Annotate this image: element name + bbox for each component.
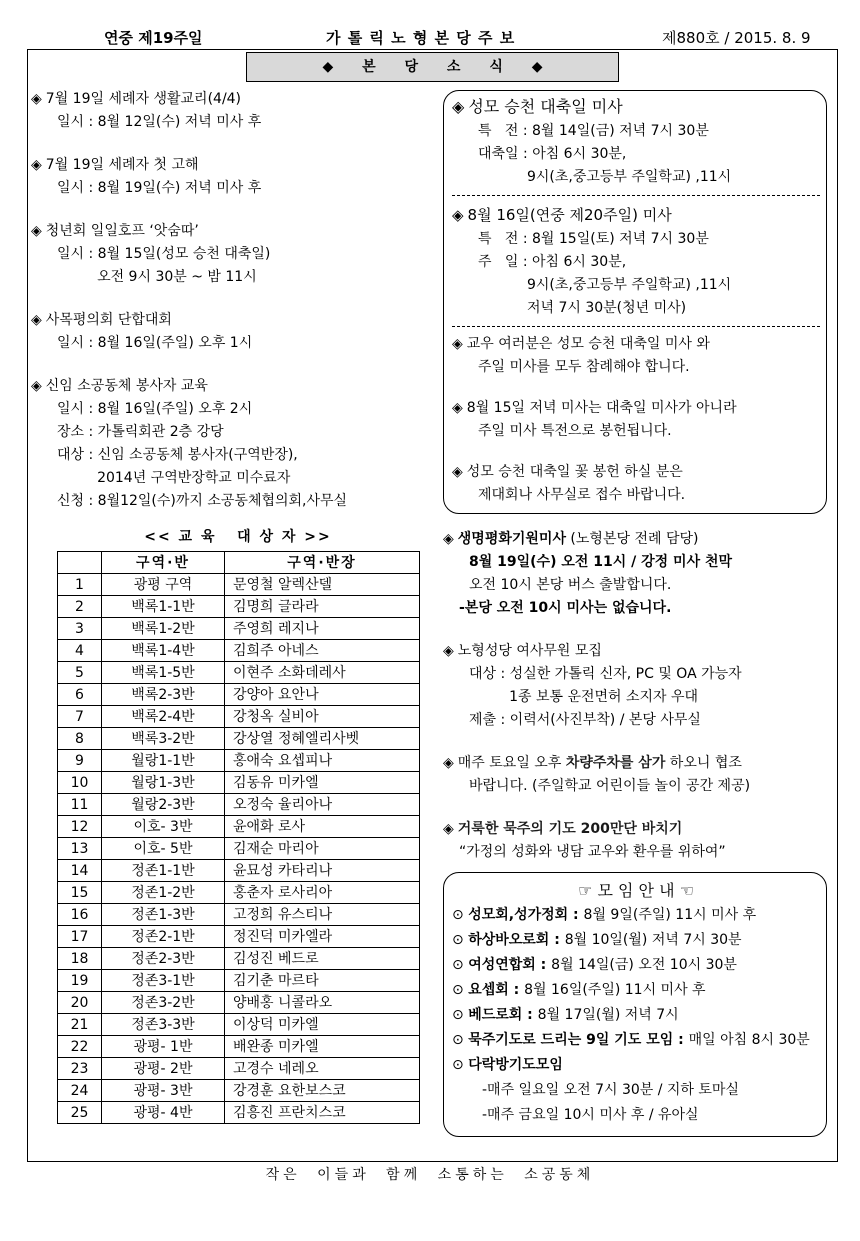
note-line: 제대회나 사무실로 접수 바랍니다. — [478, 487, 686, 503]
mass-title: 성모 승천 대축일 미사 — [468, 97, 623, 116]
row-number: 4 — [58, 640, 102, 662]
diamond-icon: ◈ — [452, 464, 463, 480]
col-header-district: 구역·반 — [102, 552, 225, 574]
table-row — [58, 618, 420, 640]
note-line: 주일 미사 특전으로 봉헌됩니다. — [478, 423, 672, 439]
table-row — [58, 948, 420, 970]
row-district: 이호- 3반 — [102, 816, 225, 838]
row-number: 9 — [58, 750, 102, 772]
row-district: 월랑1-1반 — [102, 750, 225, 772]
diamond-icon: ◈ — [452, 97, 465, 116]
meeting-name: 성모회,성가정회 — [468, 907, 569, 923]
dashed-divider — [452, 195, 820, 196]
row-district: 백록3-2반 — [102, 728, 225, 750]
separator: : — [522, 1007, 538, 1023]
right-column — [443, 88, 827, 1137]
row-leader: 고경수 네레오 — [225, 1058, 420, 1080]
diamond-icon: ◈ — [31, 91, 42, 107]
meeting-name: 요셉회 — [468, 982, 509, 998]
row-district: 광평- 3반 — [102, 1080, 225, 1102]
separator: : — [508, 982, 525, 998]
table-row — [58, 992, 420, 1014]
table-row — [58, 574, 420, 596]
mass-title: 8월 16일(연중 제20주일) 미사 — [467, 206, 672, 224]
table-row — [58, 816, 420, 838]
right-item-1 — [443, 528, 827, 620]
row-leader: 고정희 유스티나 — [225, 904, 420, 926]
circle-dot-icon: ⊙ — [452, 1007, 469, 1023]
row-leader: 문영철 알렉산델 — [225, 574, 420, 596]
diamond-icon: ◈ — [443, 531, 454, 547]
item-title-emphasis: 차량주차를 삼가 — [565, 755, 666, 771]
meeting-item — [452, 1028, 820, 1053]
meeting-item — [452, 928, 820, 953]
meetings-title: ☞ 모 임 안 내 ☜ — [578, 881, 694, 900]
diamond-icon: ◈ — [452, 336, 463, 352]
mass-line: 9시(초,중고등부 주일학교) ,11시 — [478, 277, 732, 293]
row-leader: 배완종 미카엘 — [225, 1036, 420, 1058]
row-number: 6 — [58, 684, 102, 706]
row-leader: 김기춘 마르타 — [225, 970, 420, 992]
mass-line: 저녁 7시 30분(청년 미사) — [478, 300, 687, 316]
row-district: 정존3-3반 — [102, 1014, 225, 1036]
table-row — [58, 1058, 420, 1080]
item-line: 대상 : 성실한 가톨릭 신자, PC 및 OA 가능자 — [469, 666, 742, 682]
dashed-divider — [452, 326, 820, 327]
table-row — [58, 860, 420, 882]
row-district: 백록1-4반 — [102, 640, 225, 662]
separator: : — [568, 907, 584, 923]
left-column — [28, 88, 429, 1137]
table-row — [58, 728, 420, 750]
col-header-leader: 구역·반장 — [225, 552, 420, 574]
item-title: 청년회 일일호프 ‘앗숨따’ — [45, 223, 199, 239]
item-line: 오전 10시 본당 버스 출발합니다. — [469, 577, 672, 593]
row-number: 20 — [58, 992, 102, 1014]
note-title: 교우 여러분은 성모 승천 대축일 미사 와 — [466, 336, 710, 352]
right-item-2 — [443, 640, 827, 732]
row-number: 22 — [58, 1036, 102, 1058]
left-item-1 — [31, 88, 429, 134]
row-district: 정존2-3반 — [102, 948, 225, 970]
meeting-detail: 매일 아침 8시 30분 — [688, 1032, 810, 1048]
row-district: 백록1-1반 — [102, 596, 225, 618]
row-district: 정존3-2반 — [102, 992, 225, 1014]
item-title: 생명평화기원미사 — [457, 531, 566, 547]
row-number: 16 — [58, 904, 102, 926]
row-district: 백록2-3반 — [102, 684, 225, 706]
item-title-note: (노형본당 전례 담당) — [565, 531, 699, 547]
row-district: 광평- 2반 — [102, 1058, 225, 1080]
meeting-name: 여성연합회 — [468, 957, 536, 973]
meeting-name: 베드로회 — [468, 1007, 523, 1023]
item-line: 일시 : 8월 16일(주일) 오후 2시 — [57, 401, 253, 417]
table-row — [58, 772, 420, 794]
table-row — [58, 882, 420, 904]
item-line: 일시 : 8월 12일(수) 저녁 미사 후 — [57, 114, 262, 130]
row-district: 정존1-3반 — [102, 904, 225, 926]
row-number: 15 — [58, 882, 102, 904]
item-title: 노형성당 여사무원 모집 — [457, 643, 602, 659]
row-leader: 이상덕 미카엘 — [225, 1014, 420, 1036]
separator: : — [535, 957, 552, 973]
item-title: 신임 소공동체 봉사자 교육 — [45, 378, 208, 394]
row-number: 19 — [58, 970, 102, 992]
row-leader: 김희주 아네스 — [225, 640, 420, 662]
row-leader: 김동유 미카엘 — [225, 772, 420, 794]
row-number: 11 — [58, 794, 102, 816]
table-row — [58, 640, 420, 662]
table-row — [58, 750, 420, 772]
note-line: 주일 미사를 모두 참례해야 합니다. — [478, 359, 690, 375]
row-district: 정존3-1반 — [102, 970, 225, 992]
left-item-4 — [31, 309, 429, 355]
table-row — [58, 1036, 420, 1058]
meeting-item — [452, 1003, 820, 1028]
left-item-2 — [31, 154, 429, 200]
diamond-icon: ◈ — [443, 821, 454, 837]
row-number: 3 — [58, 618, 102, 640]
row-district: 정존1-2반 — [102, 882, 225, 904]
item-line: 장소 : 가톨릭회관 2층 강당 — [57, 424, 224, 440]
row-district: 정존2-1반 — [102, 926, 225, 948]
meeting-item — [452, 978, 820, 1003]
item-title: 거룩한 묵주의 기도 200만단 바치기 — [457, 821, 683, 837]
right-item-4 — [443, 818, 827, 864]
circle-dot-icon: ⊙ — [452, 1057, 469, 1073]
issue-date: 제880호 / 2015. 8. 9 — [662, 29, 811, 47]
section-banner: ◆ 본 당 소 식 ◆ — [246, 52, 619, 82]
item-line: 일시 : 8월 19일(수) 저녁 미사 후 — [57, 180, 262, 196]
table-row — [58, 1014, 420, 1036]
mass-line: 주 일 : 아침 6시 30분, — [478, 254, 627, 270]
left-item-5 — [31, 375, 429, 513]
row-leader: 홍애숙 요셉피나 — [225, 750, 420, 772]
item-line: 일시 : 8월 16일(주일) 오후 1시 — [57, 335, 253, 351]
diamond-icon: ◈ — [31, 312, 42, 328]
note-title: 성모 승천 대축일 꽃 봉헌 하실 분은 — [466, 464, 683, 480]
row-leader: 윤애화 로사 — [225, 816, 420, 838]
meeting-name: 다락방기도모임 — [468, 1057, 563, 1073]
meeting-detail: 8월 9일(주일) 11시 미사 후 — [583, 907, 757, 923]
meeting-sub-line: -매주 금요일 10시 미사 후 / 유아실 — [482, 1107, 699, 1123]
col-header-no — [58, 552, 102, 574]
mass-line: 9시(초,중고등부 주일학교) ,11시 — [478, 169, 732, 185]
row-leader: 홍춘자 로사리아 — [225, 882, 420, 904]
diamond-icon: ◈ — [452, 206, 464, 224]
item-title: 매주 토요일 오후 — [457, 755, 566, 771]
meeting-item — [452, 1053, 820, 1078]
row-leader: 김재순 마리아 — [225, 838, 420, 860]
circle-dot-icon: ⊙ — [452, 1032, 469, 1048]
mass-line: 특 전 : 8월 15일(토) 저녁 7시 30분 — [478, 231, 709, 247]
row-district: 광평- 4반 — [102, 1102, 225, 1124]
item-title: 사목평의회 단합대회 — [45, 312, 172, 328]
row-number: 17 — [58, 926, 102, 948]
row-district: 광평- 1반 — [102, 1036, 225, 1058]
row-number: 23 — [58, 1058, 102, 1080]
row-number: 13 — [58, 838, 102, 860]
item-title-tail: 하오니 협조 — [665, 755, 742, 771]
item-title: 7월 19일 세례자 생활교리(4/4) — [45, 91, 242, 107]
row-number: 25 — [58, 1102, 102, 1124]
page-frame — [27, 49, 838, 1162]
table-row — [58, 1102, 420, 1124]
row-number: 10 — [58, 772, 102, 794]
circle-dot-icon: ⊙ — [452, 957, 469, 973]
meeting-sub-line: -매주 일요일 오전 7시 30분 / 지하 토마실 — [482, 1082, 739, 1098]
row-district: 월랑2-3반 — [102, 794, 225, 816]
mass-schedule-box — [443, 90, 827, 514]
row-district: 백록1-5반 — [102, 662, 225, 684]
education-table — [57, 551, 420, 1124]
row-leader: 김흥진 프란치스코 — [225, 1102, 420, 1124]
circle-dot-icon: ⊙ — [452, 932, 469, 948]
table-title: << 교 육 대 상 자 >> — [144, 529, 332, 545]
meeting-item — [452, 903, 820, 928]
row-number: 12 — [58, 816, 102, 838]
item-line: 8월 19일(수) 오전 11시 / 강정 미사 천막 — [469, 554, 733, 570]
diamond-icon: ◈ — [31, 378, 42, 394]
row-leader: 윤묘성 카타리나 — [225, 860, 420, 882]
right-item-3 — [443, 752, 827, 798]
item-line: 바랍니다. (주일학교 어린이들 놀이 공간 제공) — [469, 778, 751, 794]
table-row — [58, 662, 420, 684]
row-leader: 김명희 글라라 — [225, 596, 420, 618]
circle-dot-icon: ⊙ — [452, 907, 469, 923]
row-leader: 이현주 소화데레사 — [225, 662, 420, 684]
separator: : — [549, 932, 565, 948]
row-number: 5 — [58, 662, 102, 684]
meetings-box — [443, 872, 827, 1137]
row-district: 이호- 5반 — [102, 838, 225, 860]
row-leader: 정진덕 미카엘라 — [225, 926, 420, 948]
row-number: 21 — [58, 1014, 102, 1036]
row-number: 24 — [58, 1080, 102, 1102]
table-row — [58, 904, 420, 926]
mass-line: 대축일 : 아침 6시 30분, — [478, 146, 627, 162]
row-leader: 강청옥 실비아 — [225, 706, 420, 728]
item-line: 제출 : 이력서(사진부착) / 본당 사무실 — [469, 712, 701, 728]
meeting-detail: 8월 17일(월) 저녁 7시 — [537, 1007, 679, 1023]
row-leader: 김성진 베드로 — [225, 948, 420, 970]
item-line: 대상 : 신임 소공동체 봉사자(구역반장), — [57, 447, 298, 463]
row-number: 14 — [58, 860, 102, 882]
circle-dot-icon: ⊙ — [452, 982, 469, 998]
table-row — [58, 926, 420, 948]
row-leader: 양배홍 니콜라오 — [225, 992, 420, 1014]
item-line: 1종 보통 운전면허 소지자 우대 — [469, 689, 699, 705]
item-line: 신청 : 8월12일(수)까지 소공동체협의회,사무실 — [57, 493, 348, 509]
left-item-3 — [31, 220, 429, 289]
diamond-icon: ◈ — [31, 157, 42, 173]
table-row — [58, 596, 420, 618]
row-district: 백록2-4반 — [102, 706, 225, 728]
row-leader: 강상열 정혜엘리사벳 — [225, 728, 420, 750]
row-leader: 오정숙 율리아나 — [225, 794, 420, 816]
item-line: 2014년 구역반장학교 미수료자 — [57, 470, 291, 486]
item-line: 오전 9시 30분 ~ 밤 11시 — [57, 269, 257, 285]
row-leader: 강양아 요안나 — [225, 684, 420, 706]
week-label: 연중 제19주일 — [104, 29, 203, 47]
row-number: 8 — [58, 728, 102, 750]
meeting-detail: 8월 10일(월) 저녁 7시 30분 — [564, 932, 742, 948]
table-row — [58, 706, 420, 728]
table-row — [58, 970, 420, 992]
meeting-item — [452, 953, 820, 978]
bulletin-title: 가 톨 릭 노 형 본 당 주 보 — [326, 29, 516, 47]
row-number: 18 — [58, 948, 102, 970]
row-number: 7 — [58, 706, 102, 728]
item-line: “가정의 성화와 냉담 교우와 환우를 위하여” — [459, 844, 726, 860]
meeting-detail: 8월 14일(금) 오전 10시 30분 — [551, 957, 737, 973]
item-line: -본당 오전 10시 미사는 없습니다. — [459, 600, 672, 616]
row-number: 1 — [58, 574, 102, 596]
separator: : — [673, 1032, 689, 1048]
diamond-icon: ◈ — [443, 643, 454, 659]
diamond-icon: ◈ — [452, 400, 463, 416]
footer-motto: 작은 이들과 함께 소통하는 소공동체 — [265, 1167, 595, 1183]
item-title: 7월 19일 세례자 첫 고해 — [45, 157, 199, 173]
row-district: 정존1-1반 — [102, 860, 225, 882]
item-line: 일시 : 8월 15일(성모 승천 대축일) — [57, 246, 271, 262]
meeting-name: 하상바오로회 — [468, 932, 550, 948]
note-title: 8월 15일 저녁 미사는 대축일 미사가 아니라 — [466, 400, 737, 416]
table-row — [58, 838, 420, 860]
diamond-icon: ◈ — [31, 223, 42, 239]
diamond-icon: ◈ — [443, 755, 454, 771]
row-district: 월랑1-3반 — [102, 772, 225, 794]
header — [0, 27, 860, 49]
table-row — [58, 684, 420, 706]
row-leader: 강경훈 요한보스코 — [225, 1080, 420, 1102]
table-row — [58, 794, 420, 816]
table-row — [58, 1080, 420, 1102]
row-leader: 주영희 레지나 — [225, 618, 420, 640]
mass-line: 특 전 : 8월 14일(금) 저녁 7시 30분 — [478, 123, 709, 139]
row-district: 광평 구역 — [102, 574, 225, 596]
row-district: 백록1-2반 — [102, 618, 225, 640]
meeting-detail: 8월 16일(주일) 11시 미사 후 — [524, 982, 706, 998]
row-number: 2 — [58, 596, 102, 618]
meeting-name: 묵주기도로 드리는 9일 기도 모임 — [468, 1032, 674, 1048]
